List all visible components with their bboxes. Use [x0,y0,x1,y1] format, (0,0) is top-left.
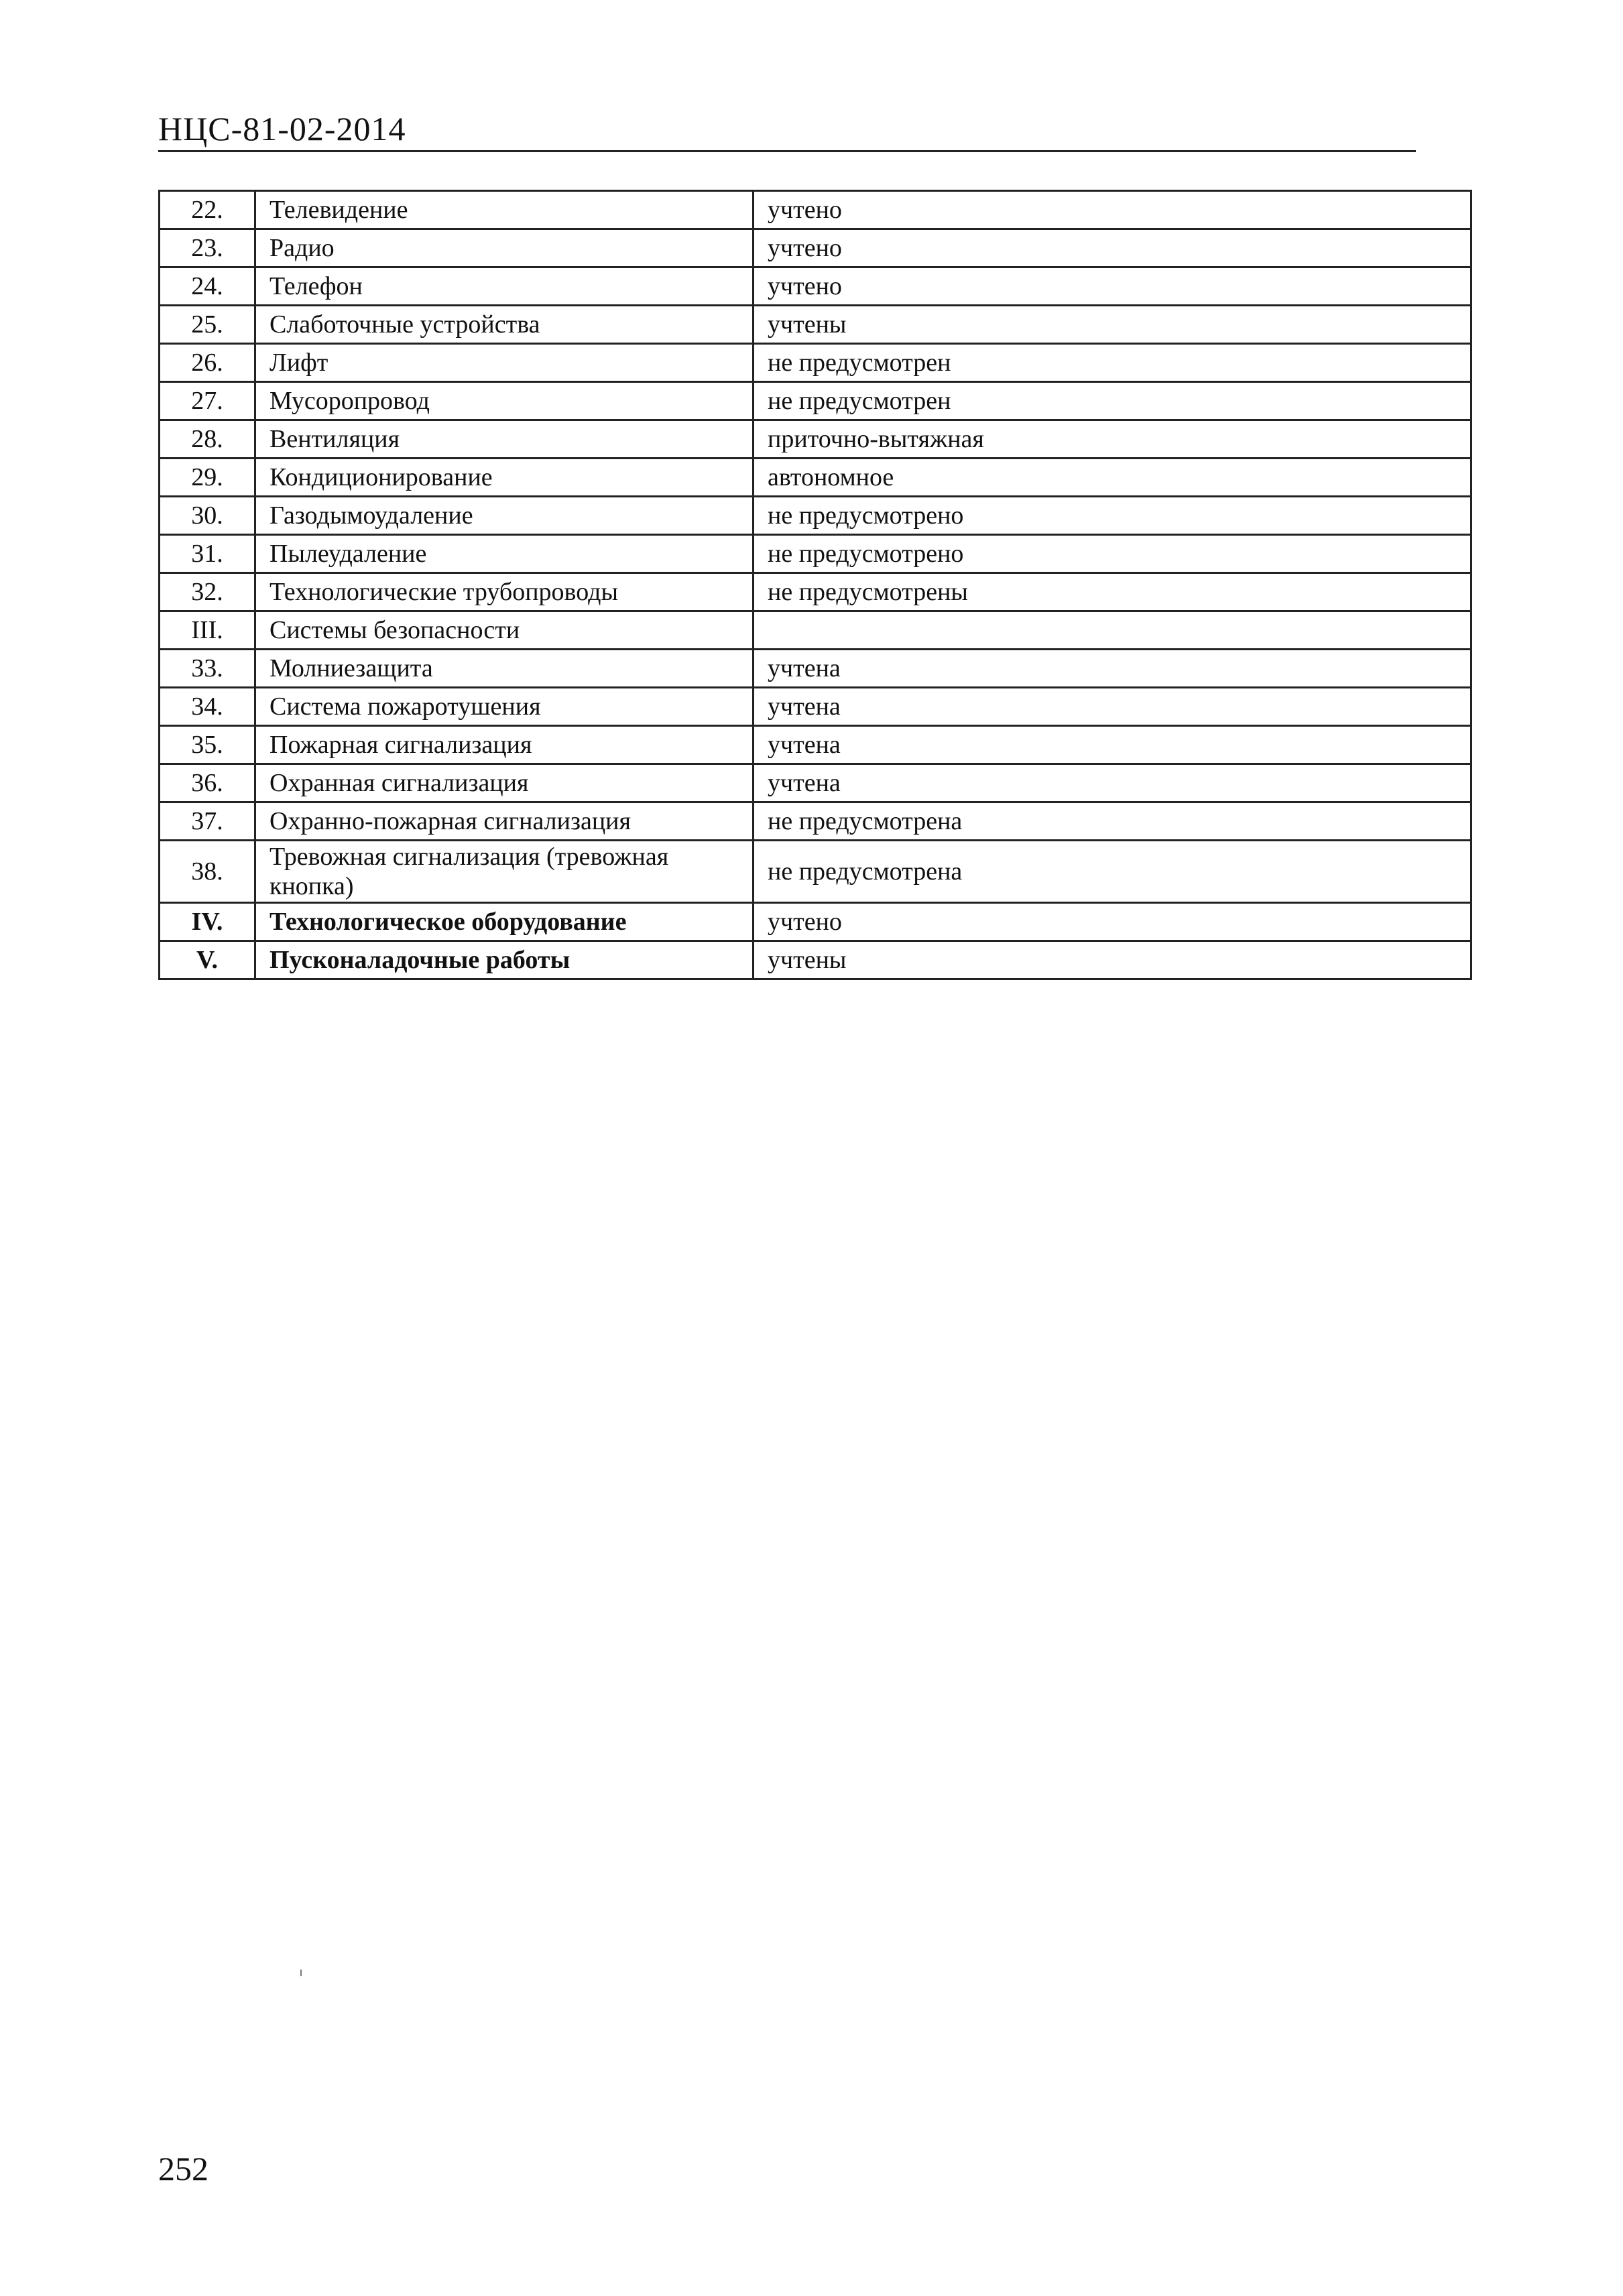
row-value [754,611,1471,650]
row-name: Тревожная сигнализация (тревожная кнопка) [255,841,754,903]
row-name: Система пожаротушения [255,688,754,726]
scan-speck [300,1970,302,1976]
table-row [160,802,1471,841]
row-value: учтено [754,191,1471,229]
row-number: 33. [160,650,255,688]
document-code: НЦС-81-02-2014 [158,110,406,147]
section-name: Системы безопасности [255,611,754,650]
table-row [160,688,1471,726]
table-row [160,420,1471,459]
row-value: не предусмотрен [754,344,1471,382]
row-value: не предусмотрены [754,573,1471,611]
row-value: учтено [754,229,1471,267]
section-name: Пусконаладочные работы [255,941,754,979]
table-row [160,497,1471,535]
table-row [160,344,1471,382]
row-number: 38. [160,841,255,903]
row-number: 29. [160,459,255,497]
row-name: Радио [255,229,754,267]
spec-table [158,190,1472,980]
row-number: 35. [160,726,255,764]
row-name: Телефон [255,267,754,306]
row-value: не предусмотрен [754,382,1471,420]
row-number: 23. [160,229,255,267]
row-value: не предусмотрено [754,535,1471,573]
row-value: учтена [754,688,1471,726]
row-value: не предусмотрено [754,497,1471,535]
section-number: V. [160,941,255,979]
table-row [160,726,1471,764]
section-number: IV. [160,903,255,941]
table-row [160,573,1471,611]
row-value: учтена [754,726,1471,764]
table-row [160,267,1471,306]
row-value: автономное [754,459,1471,497]
section-row [160,903,1471,941]
row-name: Газодымоудаление [255,497,754,535]
row-number: 30. [160,497,255,535]
row-value: учтены [754,306,1471,344]
row-value: учтено [754,903,1471,941]
row-name: Пылеудаление [255,535,754,573]
table-row [160,229,1471,267]
table-row [160,382,1471,420]
row-value: учтена [754,650,1471,688]
row-value: приточно-вытяжная [754,420,1471,459]
row-number: 24. [160,267,255,306]
table-row [160,764,1471,802]
row-name: Слаботочные устройства [255,306,754,344]
row-value: учтены [754,941,1471,979]
row-name: Телевидение [255,191,754,229]
row-name: Кондиционирование [255,459,754,497]
row-name: Технологические трубопроводы [255,573,754,611]
row-name: Мусоропровод [255,382,754,420]
page-number: 252 [158,2150,208,2187]
section-number: III. [160,611,255,650]
row-number: 25. [160,306,255,344]
row-name: Охранно-пожарная сигнализация [255,802,754,841]
table-row [160,306,1471,344]
row-number: 37. [160,802,255,841]
row-number: 28. [160,420,255,459]
row-name: Охранная сигнализация [255,764,754,802]
row-number: 32. [160,573,255,611]
row-value: учтена [754,764,1471,802]
table-row [160,459,1471,497]
row-number: 22. [160,191,255,229]
row-value: не предусмотрена [754,841,1471,903]
row-number: 31. [160,535,255,573]
row-number: 36. [160,764,255,802]
section-row [160,611,1471,650]
row-name: Лифт [255,344,754,382]
row-number: 26. [160,344,255,382]
table-row [160,650,1471,688]
row-value: учтено [754,267,1471,306]
row-name: Вентиляция [255,420,754,459]
table-row [160,535,1471,573]
section-name: Технологическое оборудование [255,903,754,941]
table-row [160,191,1471,229]
row-number: 27. [160,382,255,420]
section-row [160,941,1471,979]
table-row [160,841,1471,903]
header-rule [158,150,1416,152]
row-name: Молниезащита [255,650,754,688]
row-name: Пожарная сигнализация [255,726,754,764]
row-value: не предусмотрена [754,802,1471,841]
row-number: 34. [160,688,255,726]
